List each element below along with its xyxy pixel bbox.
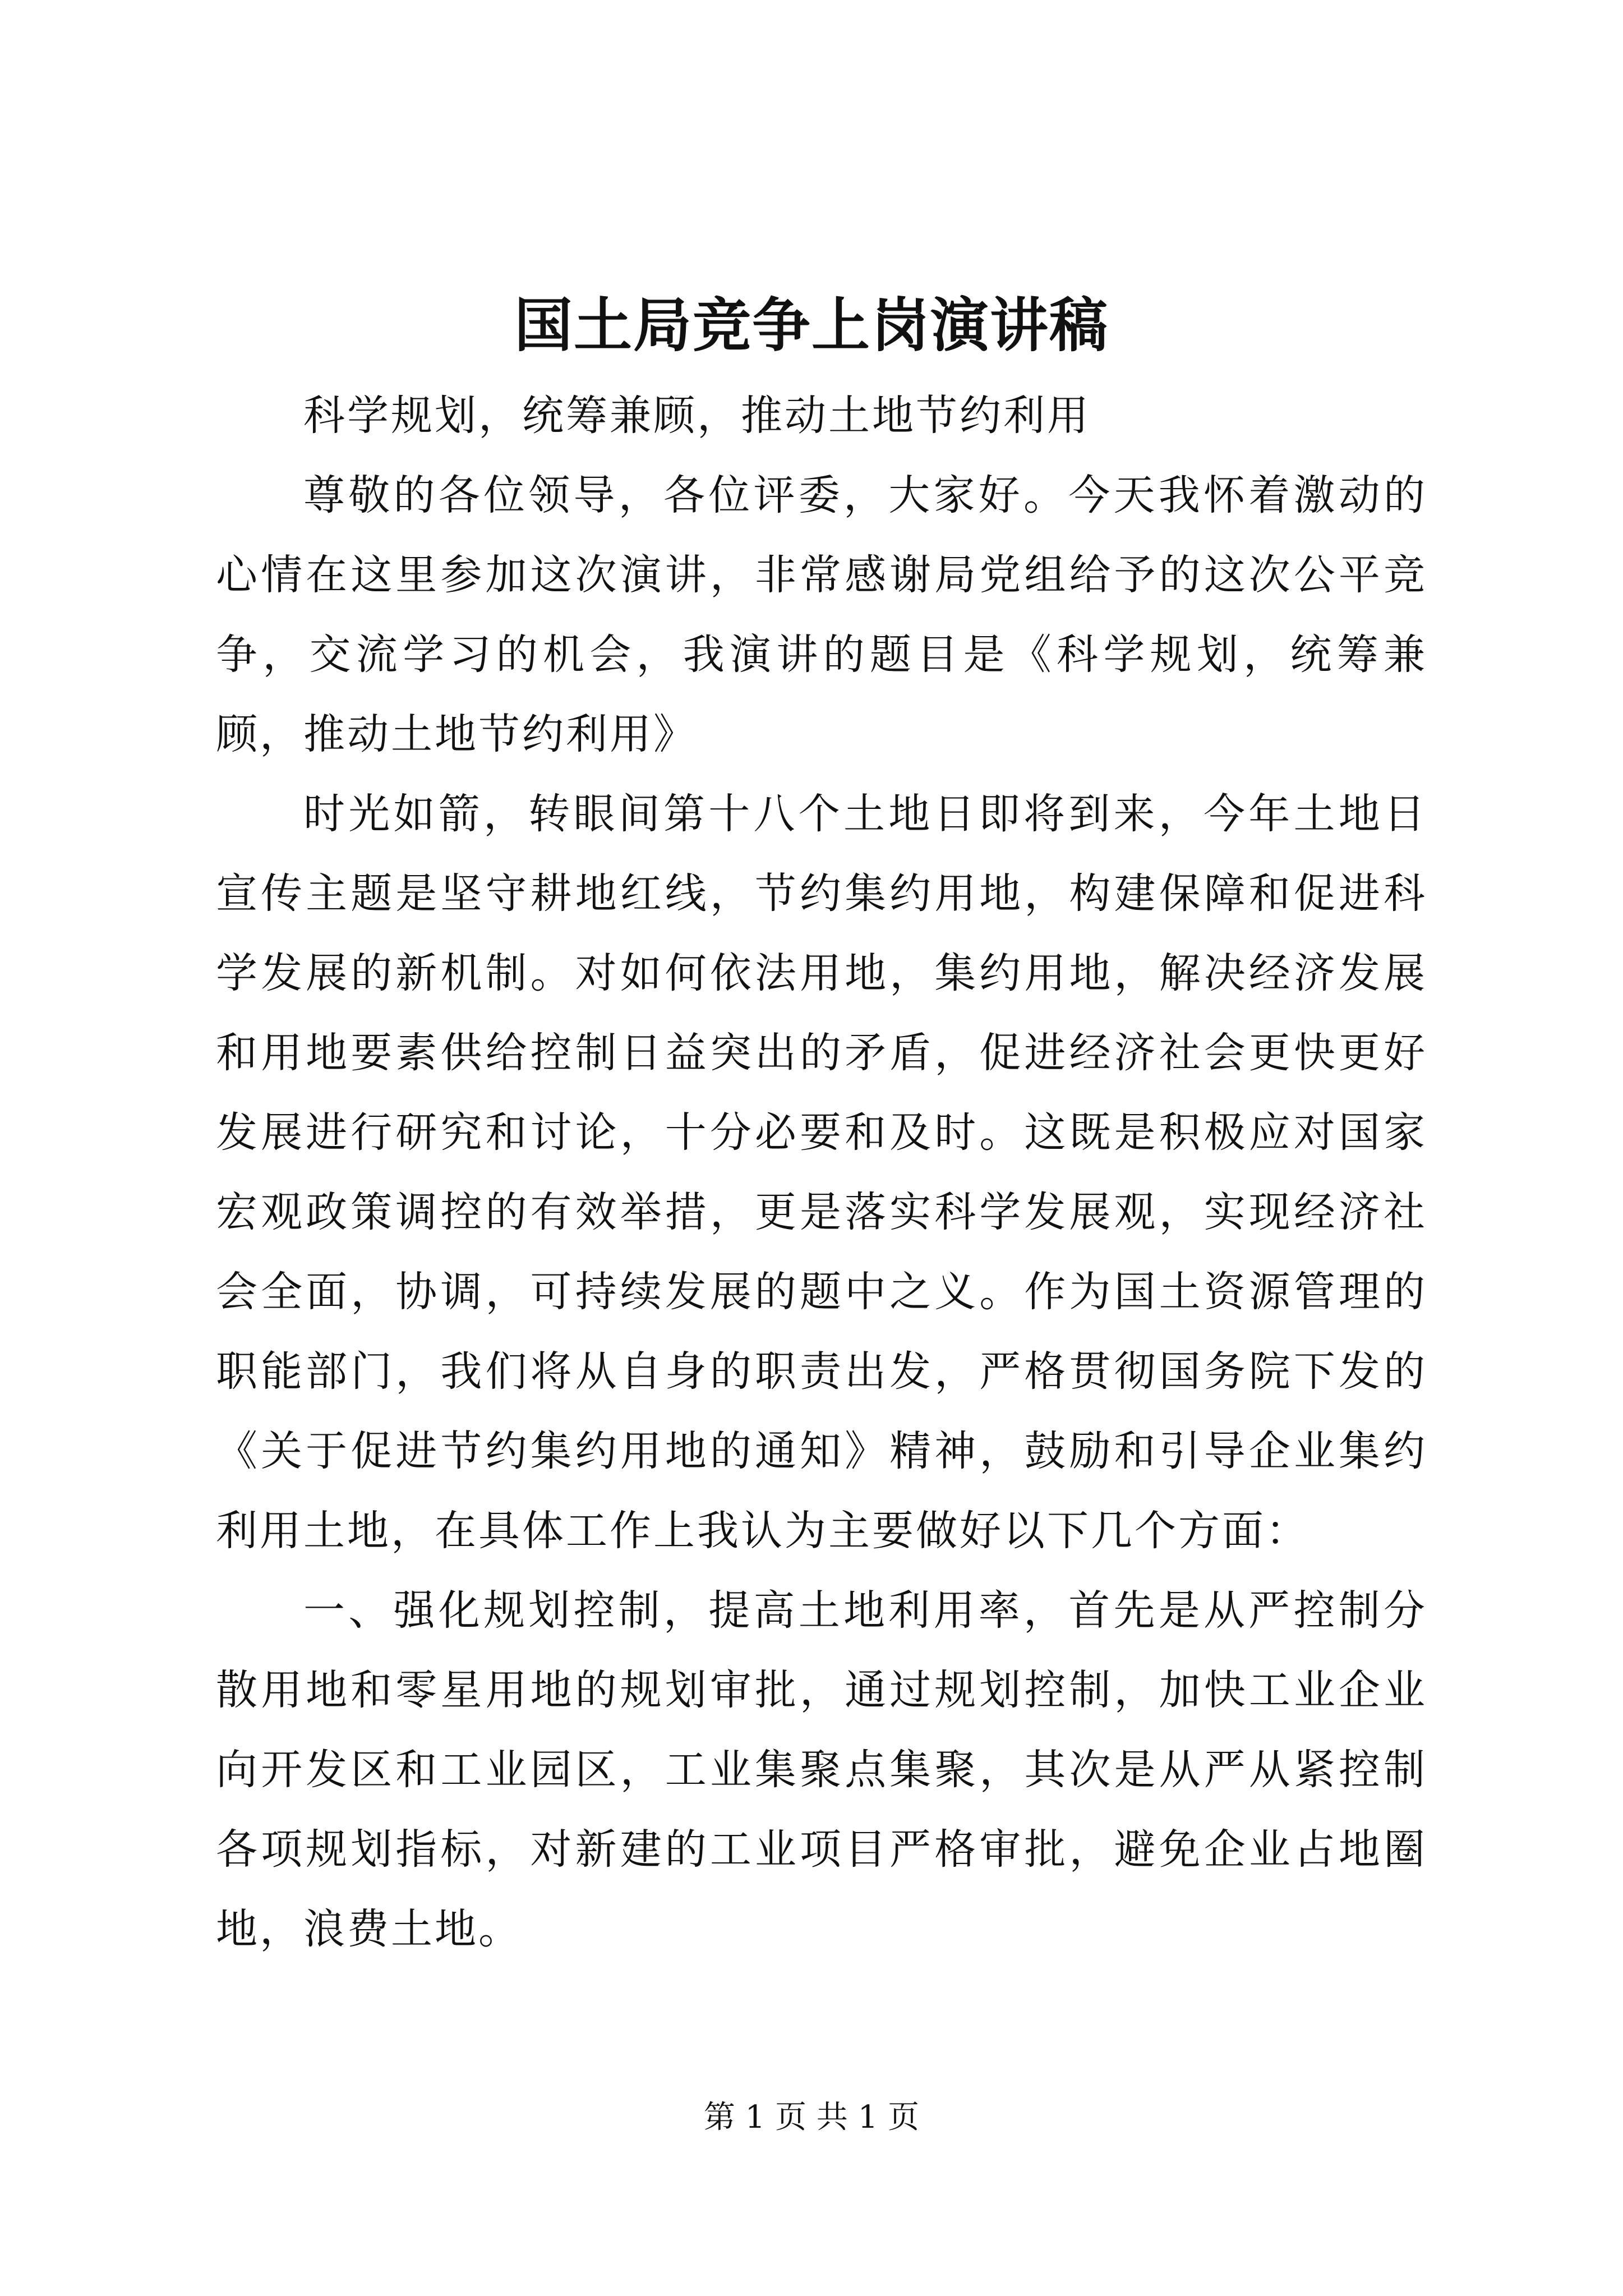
document-title: 国土局竞争上岗演讲稿: [514, 291, 1109, 360]
point-one-paragraph: 一、强化规划控制，提高土地利用率，首先是从严控制分散用地和零星用地的规划审批，通过规划控制，加快工业企业向开发区和工业园区，工业集聚点集聚，其次是从严从紧控制各项规划指标，对新建的工业项目严格审批，避免企业占地圈地，浪费土地。: [216, 1586, 1427, 1953]
page-number-footer: 第 1 页 共 1 页: [703, 2099, 920, 2136]
subtitle-paragraph: 科学规划，统筹兼顾，推动土地节约利用: [303, 392, 1091, 440]
document-body: [216, 376, 1427, 1969]
context-paragraph: 时光如箭，转眼间第十八个土地日即将到来，今年土地日宣传主题是坚守耕地红线，节约集约用地，构建保障和促进科学发展的新机制。对如何依法用地，集约用地，解决经济发展和用地要素供给控制日益突出的矛盾，促进经济社会更快更好发展进行研究和讨论，十分必要和及时。这既是积极应对国家宏观政策调控的有效举措，更是落实科学发展观，实现经济社会全面，协调，可持续发展的题中之义。作为国土资源管理的职能部门，我们将从自身的职责出发，严格贯彻国务院下发的《关于促进节约集约用地的通知》精神，鼓励和引导企业集约利用土地，在具体工作上我认为主要做好以下几个方面：: [216, 790, 1427, 1555]
greeting-paragraph: 尊敬的各位领导，各位评委，大家好。今天我怀着激动的心情在这里参加这次演讲，非常感谢局党组给予的这次公平竞争，交流学习的机会，我演讲的题目是《科学规划，统筹兼顾，推动土地节约利用》: [216, 471, 1427, 758]
